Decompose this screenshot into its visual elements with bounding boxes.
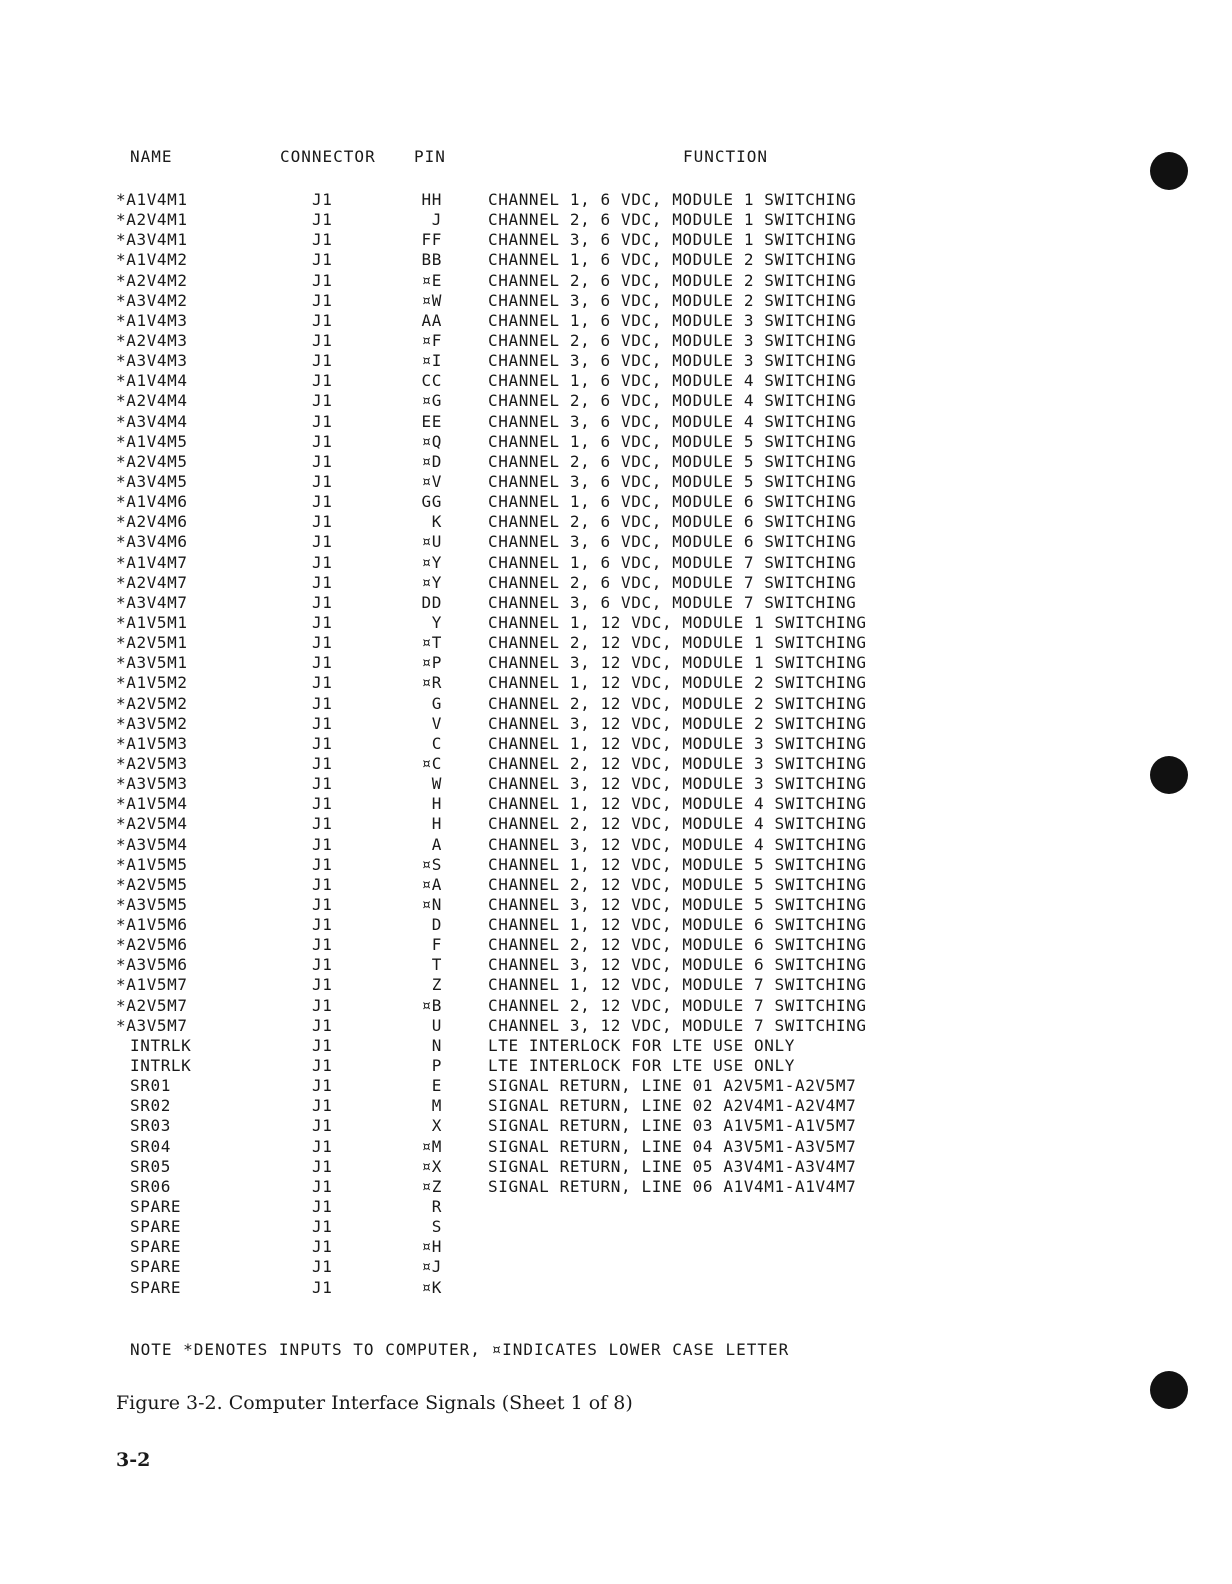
- pin-cell: ¤V: [421, 471, 442, 491]
- function-cell: CHANNEL 3, 6 VDC, MODULE 1 SWITCHING: [488, 230, 857, 250]
- signal-name: *A1V5M4: [116, 794, 188, 814]
- pin-cell: ¤I: [421, 351, 442, 371]
- pin-cell: A: [431, 834, 442, 854]
- connector-cell: J1: [312, 572, 333, 592]
- table-row: [0, 250, 1232, 270]
- function-cell: CHANNEL 1, 6 VDC, MODULE 6 SWITCHING: [488, 492, 857, 512]
- signal-name: *A2V4M3: [116, 330, 188, 350]
- signal-name: INTRLK: [130, 1056, 192, 1076]
- signal-name: *A3V5M5: [116, 894, 188, 914]
- signal-name: *A1V4M5: [116, 431, 188, 451]
- table-row: [0, 553, 1232, 573]
- signal-name: SPARE: [130, 1237, 182, 1257]
- pin-cell: H: [431, 814, 442, 834]
- connector-cell: J1: [312, 1076, 333, 1096]
- table-row: [0, 210, 1232, 230]
- signal-name: SPARE: [130, 1257, 182, 1277]
- signal-name: *A1V5M2: [116, 673, 188, 693]
- pin-cell: V: [431, 713, 442, 733]
- connector-cell: J1: [312, 653, 333, 673]
- function-cell: CHANNEL 3, 12 VDC, MODULE 7 SWITCHING: [488, 1015, 867, 1035]
- connector-cell: J1: [312, 411, 333, 431]
- pin-cell: ¤U: [421, 532, 442, 552]
- connector-cell: J1: [312, 814, 333, 834]
- pin-cell: E: [431, 1076, 442, 1096]
- function-cell: CHANNEL 2, 12 VDC, MODULE 3 SWITCHING: [488, 753, 867, 773]
- pin-cell: ¤C: [421, 753, 442, 773]
- page-number: 3-2: [116, 1449, 151, 1471]
- table-row: [0, 512, 1232, 532]
- signal-name: *A2V5M6: [116, 935, 188, 955]
- table-row: [0, 1016, 1232, 1036]
- function-cell: LTE INTERLOCK FOR LTE USE ONLY: [488, 1056, 795, 1076]
- signal-name: SR02: [130, 1096, 171, 1116]
- signal-name: *A2V4M5: [116, 451, 188, 471]
- table-row: [0, 351, 1232, 371]
- table-row: [0, 975, 1232, 995]
- pin-cell: HH: [421, 190, 442, 209]
- table-row: [0, 1257, 1232, 1277]
- connector-cell: J1: [312, 894, 333, 914]
- pin-cell: ¤W: [421, 290, 442, 310]
- table-row: [0, 734, 1232, 754]
- signal-name: *A2V4M1: [116, 210, 188, 230]
- connector-cell: J1: [312, 1056, 333, 1076]
- signal-name: *A1V4M4: [116, 371, 188, 391]
- function-cell: CHANNEL 2, 6 VDC, MODULE 7 SWITCHING: [488, 572, 857, 592]
- pin-cell: Y: [431, 612, 442, 632]
- signal-name: *A3V4M6: [116, 532, 188, 552]
- pin-cell: W: [431, 774, 442, 794]
- connector-cell: J1: [312, 1156, 333, 1176]
- table-row: [0, 875, 1232, 895]
- function-cell: CHANNEL 2, 12 VDC, MODULE 2 SWITCHING: [488, 693, 867, 713]
- table-row: [0, 814, 1232, 834]
- connector-cell: J1: [312, 794, 333, 814]
- connector-cell: J1: [312, 250, 333, 270]
- table-row: [0, 391, 1232, 411]
- table-row: [0, 673, 1232, 693]
- table-row: [0, 895, 1232, 915]
- pin-cell: T: [431, 955, 442, 975]
- table-row: [0, 452, 1232, 472]
- signal-name: SR05: [130, 1156, 171, 1176]
- function-cell: CHANNEL 3, 6 VDC, MODULE 7 SWITCHING: [488, 592, 857, 612]
- pin-cell: G: [431, 693, 442, 713]
- connector-cell: J1: [312, 673, 333, 693]
- connector-cell: J1: [312, 693, 333, 713]
- function-cell: CHANNEL 2, 12 VDC, MODULE 7 SWITCHING: [488, 995, 867, 1015]
- table-row: [0, 996, 1232, 1016]
- function-cell: CHANNEL 1, 12 VDC, MODULE 4 SWITCHING: [488, 794, 867, 814]
- connector-cell: J1: [312, 733, 333, 753]
- pin-cell: H: [431, 794, 442, 814]
- connector-cell: J1: [312, 290, 333, 310]
- pin-cell: ¤F: [421, 330, 442, 350]
- table-row: [0, 593, 1232, 613]
- connector-cell: J1: [312, 633, 333, 653]
- connector-cell: J1: [312, 492, 333, 512]
- signal-name: *A2V5M3: [116, 753, 188, 773]
- function-cell: SIGNAL RETURN, LINE 02 A2V4M1-A2V4M7: [488, 1096, 857, 1116]
- pin-cell: X: [431, 1116, 442, 1136]
- signal-name: *A3V5M3: [116, 774, 188, 794]
- connector-cell: J1: [312, 592, 333, 612]
- signal-name: *A3V4M3: [116, 351, 188, 371]
- signal-name: *A2V5M5: [116, 874, 188, 894]
- connector-cell: J1: [312, 1035, 333, 1055]
- function-cell: CHANNEL 1, 6 VDC, MODULE 1 SWITCHING: [488, 190, 857, 209]
- signal-name: *A1V5M7: [116, 975, 188, 995]
- signal-name: *A2V4M7: [116, 572, 188, 592]
- table-row: [0, 754, 1232, 774]
- function-cell: CHANNEL 2, 6 VDC, MODULE 2 SWITCHING: [488, 270, 857, 290]
- table-row: [0, 190, 1232, 210]
- signal-name: *A1V5M5: [116, 854, 188, 874]
- header-connector: CONNECTOR: [280, 147, 376, 166]
- pin-cell: ¤B: [421, 995, 442, 1015]
- pin-cell: EE: [421, 411, 442, 431]
- pin-cell: K: [431, 512, 442, 532]
- pin-cell: ¤R: [421, 673, 442, 693]
- binder-hole-bottom: [1150, 1371, 1188, 1409]
- table-row: [0, 1197, 1232, 1217]
- table-row: [0, 694, 1232, 714]
- function-cell: CHANNEL 1, 6 VDC, MODULE 2 SWITCHING: [488, 250, 857, 270]
- signal-name: *A1V4M7: [116, 552, 188, 572]
- signal-name: SPARE: [130, 1217, 182, 1237]
- pin-cell: ¤D: [421, 451, 442, 471]
- connector-cell: J1: [312, 270, 333, 290]
- pin-cell: U: [431, 1015, 442, 1035]
- function-cell: CHANNEL 1, 12 VDC, MODULE 6 SWITCHING: [488, 915, 867, 935]
- signal-name: *A3V4M4: [116, 411, 188, 431]
- pin-cell: ¤K: [421, 1277, 442, 1297]
- table-row: [0, 935, 1232, 955]
- function-cell: CHANNEL 1, 6 VDC, MODULE 5 SWITCHING: [488, 431, 857, 451]
- table-row: [0, 1278, 1232, 1298]
- signal-name: *A1V4M2: [116, 250, 188, 270]
- function-cell: CHANNEL 3, 6 VDC, MODULE 2 SWITCHING: [488, 290, 857, 310]
- pin-cell: ¤P: [421, 653, 442, 673]
- table-row: [0, 633, 1232, 653]
- pin-cell: CC: [421, 371, 442, 391]
- connector-cell: J1: [312, 210, 333, 230]
- connector-cell: J1: [312, 471, 333, 491]
- signal-name: *A1V5M6: [116, 915, 188, 935]
- table-note: NOTE *DENOTES INPUTS TO COMPUTER, ¤INDICATES LOWER CASE LETTER: [130, 1340, 790, 1359]
- connector-cell: J1: [312, 1277, 333, 1297]
- function-cell: CHANNEL 1, 12 VDC, MODULE 1 SWITCHING: [488, 612, 867, 632]
- function-cell: SIGNAL RETURN, LINE 01 A2V5M1-A2V5M7: [488, 1076, 857, 1096]
- function-cell: CHANNEL 2, 12 VDC, MODULE 4 SWITCHING: [488, 814, 867, 834]
- table-row: [0, 371, 1232, 391]
- table-row: [0, 714, 1232, 734]
- pin-cell: C: [431, 733, 442, 753]
- connector-cell: J1: [312, 1217, 333, 1237]
- connector-cell: J1: [312, 1237, 333, 1257]
- table-row: [0, 1116, 1232, 1136]
- connector-cell: J1: [312, 995, 333, 1015]
- pin-cell: M: [431, 1096, 442, 1116]
- pin-cell: D: [431, 915, 442, 935]
- table-row: [0, 573, 1232, 593]
- signal-name: *A1V5M1: [116, 612, 188, 632]
- table-row: [0, 1036, 1232, 1056]
- pin-cell: F: [431, 935, 442, 955]
- function-cell: CHANNEL 1, 12 VDC, MODULE 5 SWITCHING: [488, 854, 867, 874]
- table-row: [0, 1217, 1232, 1237]
- signal-name: *A2V5M1: [116, 633, 188, 653]
- connector-cell: J1: [312, 391, 333, 411]
- signal-name: SPARE: [130, 1197, 182, 1217]
- function-cell: CHANNEL 2, 12 VDC, MODULE 6 SWITCHING: [488, 935, 867, 955]
- function-cell: CHANNEL 2, 12 VDC, MODULE 1 SWITCHING: [488, 633, 867, 653]
- figure-caption: Figure 3-2. Computer Interface Signals (Sheet 1 of 8): [116, 1392, 633, 1414]
- connector-cell: J1: [312, 713, 333, 733]
- header-name: NAME: [130, 147, 173, 166]
- pin-cell: J: [431, 210, 442, 230]
- signal-name: *A1V5M3: [116, 733, 188, 753]
- table-row: [0, 472, 1232, 492]
- signal-table: [0, 190, 1232, 1298]
- pin-cell: ¤X: [421, 1156, 442, 1176]
- signal-name: *A3V4M2: [116, 290, 188, 310]
- pin-cell: ¤Y: [421, 552, 442, 572]
- pin-cell: BB: [421, 250, 442, 270]
- signal-name: SR06: [130, 1176, 171, 1196]
- function-cell: CHANNEL 1, 12 VDC, MODULE 3 SWITCHING: [488, 733, 867, 753]
- connector-cell: J1: [312, 1257, 333, 1277]
- table-row: [0, 271, 1232, 291]
- pin-cell: R: [431, 1197, 442, 1217]
- signal-name: *A2V4M4: [116, 391, 188, 411]
- table-row: [0, 915, 1232, 935]
- connector-cell: J1: [312, 915, 333, 935]
- connector-cell: J1: [312, 1116, 333, 1136]
- table-row: [0, 230, 1232, 250]
- connector-cell: J1: [312, 612, 333, 632]
- function-cell: CHANNEL 1, 12 VDC, MODULE 2 SWITCHING: [488, 673, 867, 693]
- pin-cell: AA: [421, 310, 442, 330]
- connector-cell: J1: [312, 1096, 333, 1116]
- function-cell: CHANNEL 3, 6 VDC, MODULE 3 SWITCHING: [488, 351, 857, 371]
- connector-cell: J1: [312, 975, 333, 995]
- table-row: [0, 412, 1232, 432]
- signal-name: *A3V4M7: [116, 592, 188, 612]
- pin-cell: ¤J: [421, 1257, 442, 1277]
- table-row: [0, 774, 1232, 794]
- connector-cell: J1: [312, 330, 333, 350]
- signal-name: *A3V5M7: [116, 1015, 188, 1035]
- function-cell: CHANNEL 3, 12 VDC, MODULE 6 SWITCHING: [488, 955, 867, 975]
- connector-cell: J1: [312, 371, 333, 391]
- function-cell: CHANNEL 2, 6 VDC, MODULE 1 SWITCHING: [488, 210, 857, 230]
- table-row: [0, 331, 1232, 351]
- pin-cell: ¤M: [421, 1136, 442, 1156]
- signal-name: *A3V5M1: [116, 653, 188, 673]
- connector-cell: J1: [312, 1136, 333, 1156]
- function-cell: CHANNEL 2, 12 VDC, MODULE 5 SWITCHING: [488, 874, 867, 894]
- function-cell: SIGNAL RETURN, LINE 05 A3V4M1-A3V4M7: [488, 1156, 857, 1176]
- connector-cell: J1: [312, 834, 333, 854]
- function-cell: CHANNEL 2, 6 VDC, MODULE 4 SWITCHING: [488, 391, 857, 411]
- signal-name: SR01: [130, 1076, 171, 1096]
- function-cell: CHANNEL 1, 6 VDC, MODULE 3 SWITCHING: [488, 310, 857, 330]
- connector-cell: J1: [312, 955, 333, 975]
- table-row: [0, 1076, 1232, 1096]
- connector-cell: J1: [312, 230, 333, 250]
- connector-cell: J1: [312, 512, 333, 532]
- connector-cell: J1: [312, 310, 333, 330]
- pin-cell: DD: [421, 592, 442, 612]
- connector-cell: J1: [312, 431, 333, 451]
- signal-name: *A1V4M6: [116, 492, 188, 512]
- table-row: [0, 311, 1232, 331]
- table-row: [0, 855, 1232, 875]
- pin-cell: ¤Y: [421, 572, 442, 592]
- function-cell: CHANNEL 3, 12 VDC, MODULE 3 SWITCHING: [488, 774, 867, 794]
- pin-cell: FF: [421, 230, 442, 250]
- signal-name: *A3V5M6: [116, 955, 188, 975]
- signal-name: SPARE: [130, 1277, 182, 1297]
- function-cell: CHANNEL 2, 6 VDC, MODULE 5 SWITCHING: [488, 451, 857, 471]
- pin-cell: GG: [421, 492, 442, 512]
- connector-cell: J1: [312, 552, 333, 572]
- function-cell: CHANNEL 3, 12 VDC, MODULE 5 SWITCHING: [488, 894, 867, 914]
- signal-name: *A1V4M1: [116, 190, 188, 209]
- signal-name: *A3V4M1: [116, 230, 188, 250]
- pin-cell: ¤A: [421, 874, 442, 894]
- table-row: [0, 291, 1232, 311]
- signal-name: *A3V4M5: [116, 471, 188, 491]
- pin-cell: ¤H: [421, 1237, 442, 1257]
- signal-name: SR04: [130, 1136, 171, 1156]
- function-cell: CHANNEL 2, 6 VDC, MODULE 6 SWITCHING: [488, 512, 857, 532]
- connector-cell: J1: [312, 1197, 333, 1217]
- signal-name: *A2V4M2: [116, 270, 188, 290]
- pin-cell: N: [431, 1035, 442, 1055]
- signal-name: *A2V5M2: [116, 693, 188, 713]
- pin-cell: Z: [431, 975, 442, 995]
- signal-name: *A3V5M4: [116, 834, 188, 854]
- pin-cell: ¤Q: [421, 431, 442, 451]
- connector-cell: J1: [312, 351, 333, 371]
- function-cell: CHANNEL 3, 12 VDC, MODULE 4 SWITCHING: [488, 834, 867, 854]
- connector-cell: J1: [312, 935, 333, 955]
- function-cell: CHANNEL 3, 12 VDC, MODULE 1 SWITCHING: [488, 653, 867, 673]
- pin-cell: P: [431, 1056, 442, 1076]
- function-cell: CHANNEL 2, 6 VDC, MODULE 3 SWITCHING: [488, 330, 857, 350]
- table-row: [0, 1177, 1232, 1197]
- function-cell: LTE INTERLOCK FOR LTE USE ONLY: [488, 1035, 795, 1055]
- connector-cell: J1: [312, 874, 333, 894]
- table-row: [0, 1137, 1232, 1157]
- pin-cell: S: [431, 1217, 442, 1237]
- function-cell: CHANNEL 3, 6 VDC, MODULE 4 SWITCHING: [488, 411, 857, 431]
- function-cell: CHANNEL 1, 12 VDC, MODULE 7 SWITCHING: [488, 975, 867, 995]
- table-row: [0, 794, 1232, 814]
- connector-cell: J1: [312, 753, 333, 773]
- table-row: [0, 1157, 1232, 1177]
- table-row: [0, 835, 1232, 855]
- header-pin: PIN: [414, 147, 446, 166]
- pin-cell: ¤E: [421, 270, 442, 290]
- function-cell: SIGNAL RETURN, LINE 06 A1V4M1-A1V4M7: [488, 1176, 857, 1196]
- connector-cell: J1: [312, 774, 333, 794]
- function-cell: CHANNEL 1, 6 VDC, MODULE 7 SWITCHING: [488, 552, 857, 572]
- signal-name: *A3V5M2: [116, 713, 188, 733]
- connector-cell: J1: [312, 451, 333, 471]
- table-row: [0, 1056, 1232, 1076]
- signal-name: SR03: [130, 1116, 171, 1136]
- table-row: [0, 955, 1232, 975]
- function-cell: CHANNEL 3, 6 VDC, MODULE 6 SWITCHING: [488, 532, 857, 552]
- function-cell: CHANNEL 1, 6 VDC, MODULE 4 SWITCHING: [488, 371, 857, 391]
- connector-cell: J1: [312, 1176, 333, 1196]
- signal-name: *A2V4M6: [116, 512, 188, 532]
- pin-cell: ¤S: [421, 854, 442, 874]
- header-function: FUNCTION: [683, 147, 769, 166]
- table-row: [0, 432, 1232, 452]
- connector-cell: J1: [312, 854, 333, 874]
- function-cell: CHANNEL 3, 6 VDC, MODULE 5 SWITCHING: [488, 471, 857, 491]
- table-row: [0, 653, 1232, 673]
- function-cell: CHANNEL 3, 12 VDC, MODULE 2 SWITCHING: [488, 713, 867, 733]
- connector-cell: J1: [312, 532, 333, 552]
- signal-name: *A1V4M3: [116, 310, 188, 330]
- connector-cell: J1: [312, 1015, 333, 1035]
- table-row: [0, 492, 1232, 512]
- pin-cell: ¤T: [421, 633, 442, 653]
- pin-cell: ¤N: [421, 894, 442, 914]
- pin-cell: ¤G: [421, 391, 442, 411]
- connector-cell: J1: [312, 190, 333, 209]
- table-row: [0, 1096, 1232, 1116]
- signal-name: INTRLK: [130, 1035, 192, 1055]
- binder-hole-top: [1150, 152, 1188, 190]
- pin-cell: ¤Z: [421, 1176, 442, 1196]
- table-row: [0, 1237, 1232, 1257]
- signal-name: *A2V5M7: [116, 995, 188, 1015]
- table-row: [0, 532, 1232, 552]
- function-cell: SIGNAL RETURN, LINE 04 A3V5M1-A3V5M7: [488, 1136, 857, 1156]
- table-row: [0, 613, 1232, 633]
- signal-name: *A2V5M4: [116, 814, 188, 834]
- function-cell: SIGNAL RETURN, LINE 03 A1V5M1-A1V5M7: [488, 1116, 857, 1136]
